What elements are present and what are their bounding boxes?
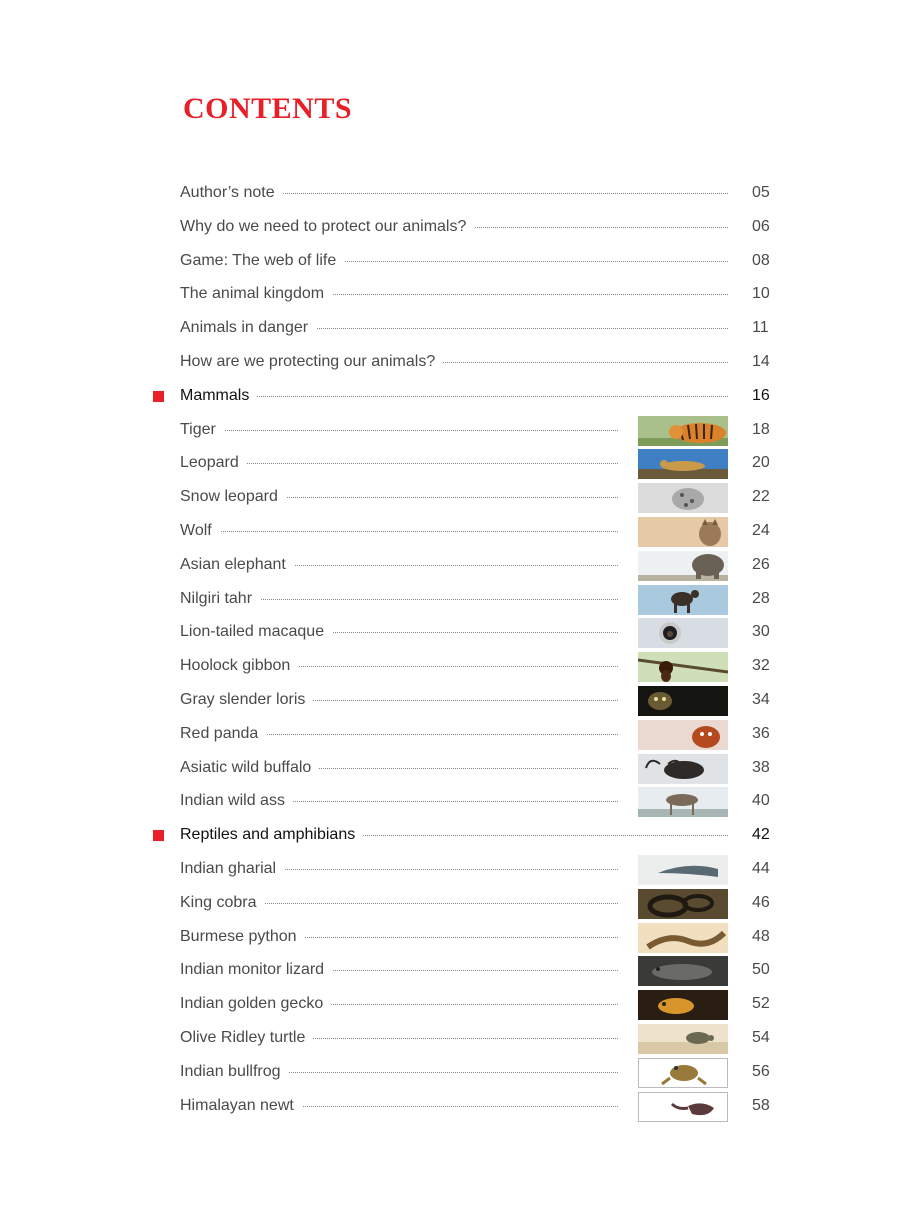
entry-title: King cobra xyxy=(180,893,265,913)
toc-entry[interactable] xyxy=(0,447,918,481)
section-heading-reptiles[interactable] xyxy=(0,819,918,853)
toc-entry[interactable] xyxy=(0,346,918,380)
toc-entry[interactable] xyxy=(0,414,918,448)
entry-title: Hoolock gibbon xyxy=(180,656,298,676)
section-title: Mammals xyxy=(180,386,257,406)
toc-entry[interactable] xyxy=(0,921,918,955)
entry-title: Red panda xyxy=(180,724,266,744)
entry-title: Game: The web of life xyxy=(180,251,344,271)
square-bullet-icon xyxy=(153,391,164,402)
gecko-photo-icon xyxy=(638,990,728,1020)
toc-entry[interactable] xyxy=(0,583,918,617)
page-number: 08 xyxy=(752,251,770,269)
toc-entry[interactable] xyxy=(0,177,918,211)
entry-title: Nilgiri tahr xyxy=(180,589,260,609)
page-number: 26 xyxy=(752,555,770,573)
entry-title: Wolf xyxy=(180,521,220,541)
snow-leopard-photo-icon xyxy=(638,483,728,513)
entry-title: Lion-tailed macaque xyxy=(180,622,332,642)
entry-title: Indian gharial xyxy=(180,859,284,879)
page-number: 38 xyxy=(752,758,770,776)
toc-entry[interactable] xyxy=(0,515,918,549)
wolf-photo-icon xyxy=(638,517,728,547)
toc-entry[interactable] xyxy=(0,278,918,312)
toc-entry[interactable] xyxy=(0,1056,918,1090)
page-number: 30 xyxy=(752,623,770,641)
section-heading-mammals[interactable] xyxy=(0,380,918,414)
toc-entry[interactable] xyxy=(0,785,918,819)
toc-entry[interactable] xyxy=(0,650,918,684)
entry-title: Gray slender loris xyxy=(180,690,313,710)
entry-title: Leopard xyxy=(180,453,247,473)
entry-title: Author’s note xyxy=(180,183,283,203)
dot-leader xyxy=(186,463,618,464)
page-number: 52 xyxy=(752,995,770,1013)
macaque-photo-icon xyxy=(638,618,728,648)
entry-title: How are we protecting our animals? xyxy=(180,352,443,372)
dot-leader xyxy=(186,396,728,397)
bullfrog-photo-icon xyxy=(638,1058,728,1088)
toc-entry[interactable] xyxy=(0,616,918,650)
toc-entry[interactable] xyxy=(0,312,918,346)
page-number: 10 xyxy=(752,285,770,303)
page-number: 16 xyxy=(752,386,770,404)
page-number: 56 xyxy=(752,1062,770,1080)
turtle-photo-icon xyxy=(638,1024,728,1054)
toc-entry[interactable] xyxy=(0,481,918,515)
page-number: 36 xyxy=(752,724,770,742)
toc-entry[interactable] xyxy=(0,211,918,245)
buffalo-photo-icon xyxy=(638,754,728,784)
entry-title: Asiatic wild buffalo xyxy=(180,758,319,778)
page-number: 34 xyxy=(752,690,770,708)
toc-entry[interactable] xyxy=(0,245,918,279)
entry-title: Indian monitor lizard xyxy=(180,960,332,980)
page-number: 18 xyxy=(752,420,770,438)
entry-title: Snow leopard xyxy=(180,487,286,507)
toc-entry[interactable] xyxy=(0,718,918,752)
toc-entry[interactable] xyxy=(0,684,918,718)
king-cobra-photo-icon xyxy=(638,889,728,919)
red-panda-photo-icon xyxy=(638,720,728,750)
page-number: 32 xyxy=(752,657,770,675)
entry-title: Tiger xyxy=(180,420,224,440)
page-number: 46 xyxy=(752,893,770,911)
tiger-photo-icon xyxy=(638,416,728,446)
leopard-photo-icon xyxy=(638,449,728,479)
toc-entry[interactable] xyxy=(0,853,918,887)
gharial-photo-icon xyxy=(638,855,728,885)
entry-title: Asian elephant xyxy=(180,555,294,575)
page-number: 54 xyxy=(752,1028,770,1046)
toc-entry[interactable] xyxy=(0,954,918,988)
page-number: 48 xyxy=(752,927,770,945)
section-title: Reptiles and amphibians xyxy=(180,825,363,845)
nilgiri-tahr-photo-icon xyxy=(638,585,728,615)
entry-title: Indian bullfrog xyxy=(180,1062,289,1082)
python-photo-icon xyxy=(638,923,728,953)
table-of-contents xyxy=(0,177,918,1123)
toc-entry[interactable] xyxy=(0,1090,918,1124)
entry-title: Indian golden gecko xyxy=(180,994,331,1014)
page-number: 11 xyxy=(752,319,769,337)
page-number: 50 xyxy=(752,961,770,979)
dot-leader xyxy=(186,430,618,431)
monitor-lizard-photo-icon xyxy=(638,956,728,986)
page-number: 06 xyxy=(752,217,770,235)
dot-leader xyxy=(186,531,618,532)
entry-title: Burmese python xyxy=(180,927,305,947)
toc-entry[interactable] xyxy=(0,549,918,583)
newt-photo-icon xyxy=(638,1092,728,1122)
elephant-photo-icon xyxy=(638,551,728,581)
page-number: 22 xyxy=(752,488,770,506)
toc-entry[interactable] xyxy=(0,887,918,921)
page-number: 14 xyxy=(752,352,770,370)
page-number: 44 xyxy=(752,859,770,877)
toc-entry[interactable] xyxy=(0,988,918,1022)
page-number: 42 xyxy=(752,826,770,844)
entry-title: Animals in danger xyxy=(180,318,316,338)
toc-entry[interactable] xyxy=(0,1022,918,1056)
entry-title: Himalayan newt xyxy=(180,1096,302,1116)
page-number: 05 xyxy=(752,184,770,201)
entry-title: The animal kingdom xyxy=(180,284,332,304)
page-number: 40 xyxy=(752,792,770,810)
page-number: 58 xyxy=(752,1096,770,1114)
wild-ass-photo-icon xyxy=(638,787,728,817)
gibbon-photo-icon xyxy=(638,652,728,682)
square-bullet-icon xyxy=(153,830,164,841)
loris-photo-icon xyxy=(638,686,728,716)
page-number: 28 xyxy=(752,589,770,607)
toc-entry[interactable] xyxy=(0,752,918,786)
page-title: CONTENTS xyxy=(183,92,353,125)
entry-title: Why do we need to protect our animals? xyxy=(180,217,474,237)
page-number: 24 xyxy=(752,521,770,539)
page-number: 20 xyxy=(752,454,770,472)
entry-title: Olive Ridley turtle xyxy=(180,1028,313,1048)
entry-title: Indian wild ass xyxy=(180,791,293,811)
